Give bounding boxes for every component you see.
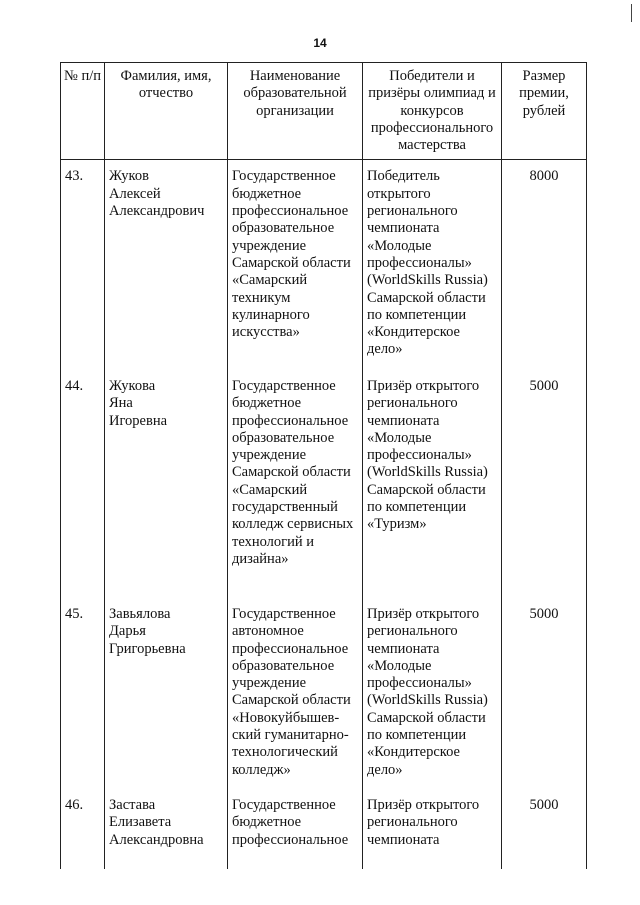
row-achievement: Призёр открытого регионального чемпионата: [363, 789, 502, 869]
row-num: 43.: [61, 160, 105, 370]
patronymic: Григорьевна: [109, 640, 186, 657]
header-prize: Размер премии, рублей: [502, 63, 587, 160]
row-org: Государственное бюджетное профессиональное: [228, 789, 363, 869]
header-num: № п/п: [61, 63, 105, 160]
row-achievement: Победитель открытого регионального чемпионата «Молодые профессионалы» (WorldSkills Russia) Самарской области по компетенции «Кондитерское дело»: [363, 160, 502, 370]
first-name: Яна: [109, 395, 133, 412]
row-num: 44.: [61, 370, 105, 598]
header-achievement: Победители и призёры олимпиад и конкурсов профессионального мастерства: [363, 63, 502, 160]
row-achievement: Призёр открытого регионального чемпионата «Молодые профессионалы» (WorldSkills Russia) Самарской области по компетенции «Кондитерское дело»: [363, 598, 502, 789]
row-prize: 8000: [502, 160, 587, 370]
patronymic: Александровна: [109, 831, 204, 848]
first-name: Алексей: [109, 185, 161, 202]
row-org: Государственное бюджетное профессиональное образовательное учреждение Самарской области «Самарский техникум кулинарного искусства»: [228, 160, 363, 370]
surname: Завьялова: [109, 605, 171, 622]
row-prize: 5000: [502, 598, 587, 789]
row-name: [105, 598, 228, 789]
patronymic: Александрович: [109, 203, 205, 220]
row-name: [105, 160, 228, 370]
winners-table: [60, 62, 587, 869]
row-name: [105, 789, 228, 869]
table-row: [61, 370, 587, 598]
row-num: 45.: [61, 598, 105, 789]
table-row: [61, 160, 587, 370]
table-row: [61, 789, 587, 869]
page-number: 14: [313, 36, 327, 50]
first-name: Елизавета: [109, 814, 172, 831]
surname: Застава: [109, 796, 156, 813]
patronymic: Игоревна: [109, 412, 168, 429]
surname: Жукова: [109, 377, 156, 394]
row-achievement: Призёр открытого регионального чемпионата «Молодые профессионалы» (WorldSkills Russia) Самарской области по компетенции «Туризм»: [363, 370, 502, 598]
row-prize: 5000: [502, 370, 587, 598]
row-org: Государственное автономное профессиональное образовательное учреждение Самарской области «Новокуйбышев-ский гуманитарно-технологический колледж»: [228, 598, 363, 789]
table-header-row: [61, 63, 587, 160]
row-name: [105, 370, 228, 598]
row-num: 46.: [61, 789, 105, 869]
header-name: Фамилия, имя, отчество: [105, 63, 228, 160]
table-row: [61, 598, 587, 789]
row-org: Государственное бюджетное профессиональное образовательное учреждение Самарской области «Самарский государственный колледж сервисных технологий и дизайна»: [228, 370, 363, 598]
surname: Жуков: [109, 168, 149, 185]
row-prize: 5000: [502, 789, 587, 869]
scan-edge-mark: [631, 4, 632, 22]
header-org: Наименование образовательной организации: [228, 63, 363, 160]
first-name: Дарья: [109, 623, 146, 640]
